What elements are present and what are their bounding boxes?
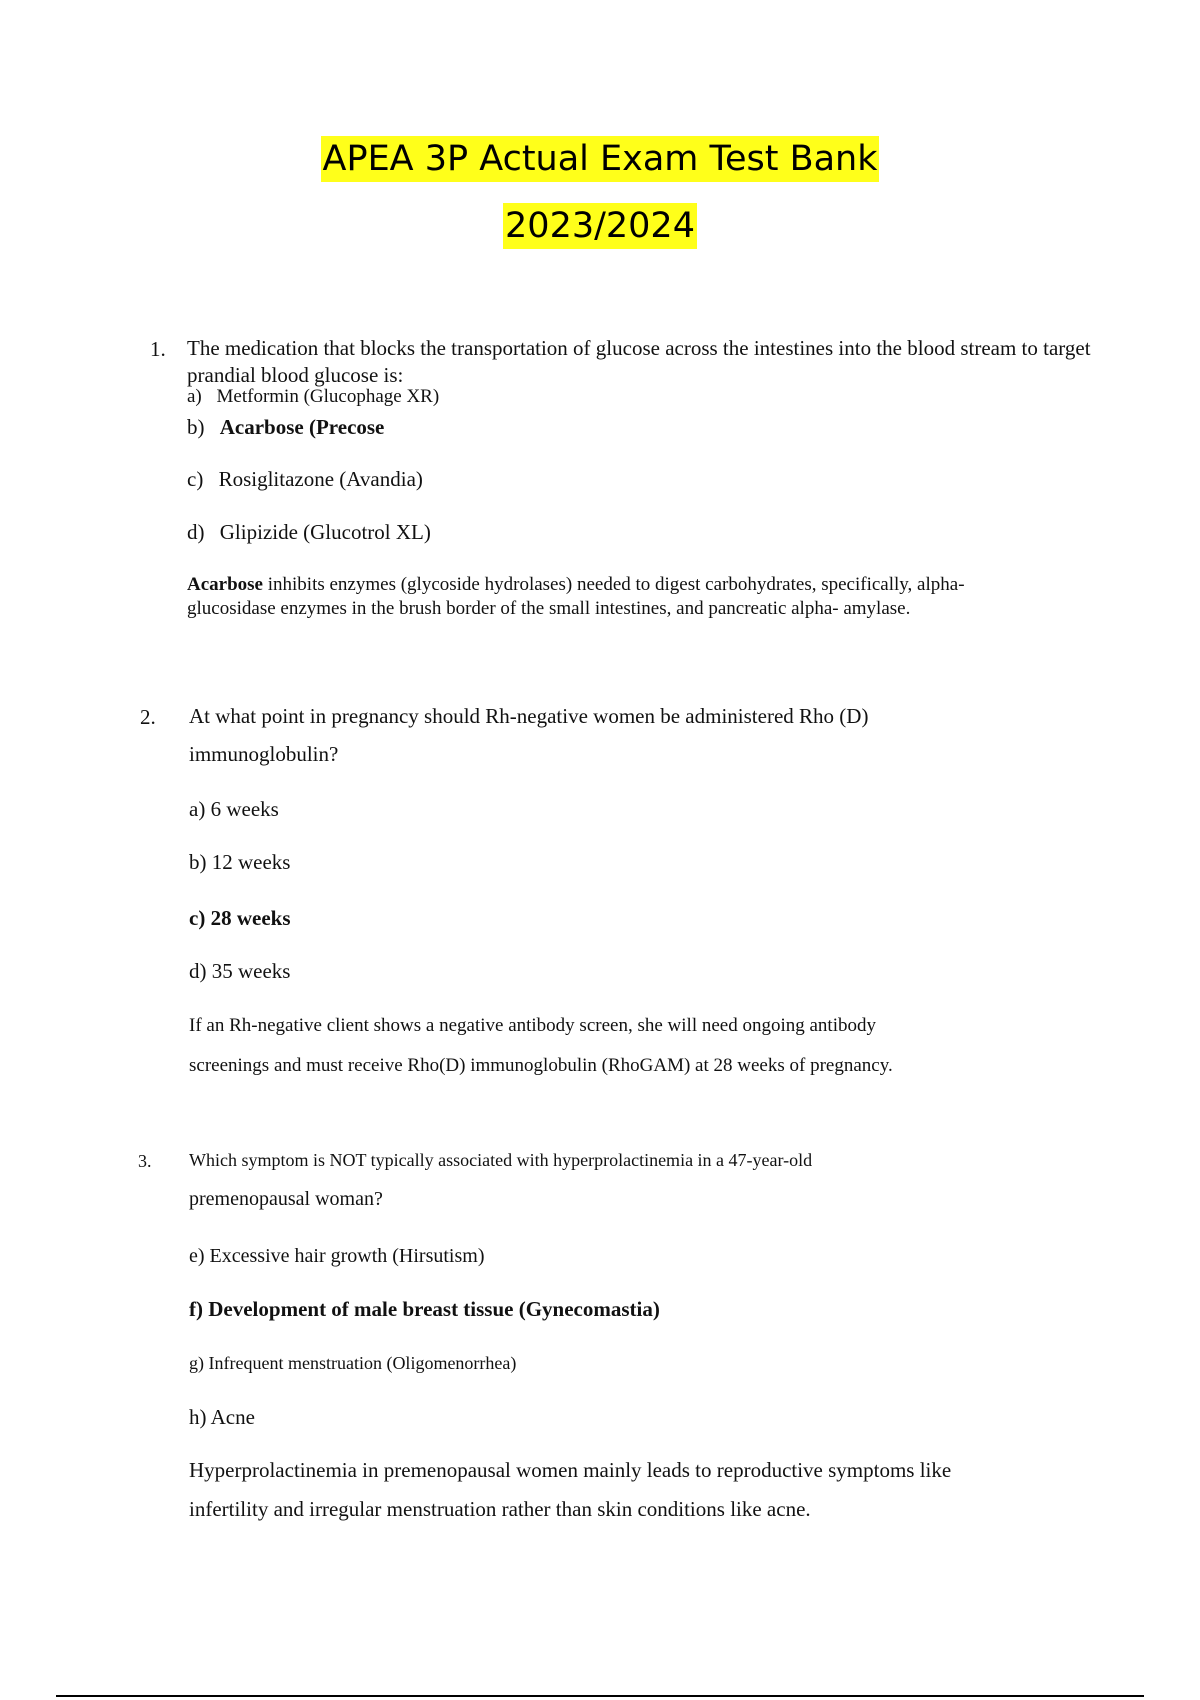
- document-year: 2023/2024: [503, 203, 697, 249]
- option-text: Excessive hair growth (Hirsutism): [209, 1245, 485, 1267]
- question-1-number: 1.: [150, 337, 166, 361]
- question-2-explanation-line2: screenings and must receive Rho(D) immunoglobulin (RhoGAM) at 28 weeks of pregnancy.: [189, 1055, 893, 1076]
- question-1-stem: The medication that blocks the transportation of glucose across the intestines into the blood stream to target prandial blood glucose is:: [187, 336, 1091, 387]
- option-label: a): [189, 797, 206, 821]
- option-text: 12 weeks: [211, 850, 291, 874]
- question-2-stem-line2: immunoglobulin?: [189, 742, 339, 766]
- option-label: e): [189, 1245, 205, 1267]
- option-text: 35 weeks: [211, 959, 291, 983]
- option-label: d): [189, 959, 207, 983]
- question-3-explanation-line2: infertility and irregular menstruation rather than skin conditions like acne.: [189, 1497, 811, 1521]
- question-3-stem-line1: Which symptom is NOT typically associated with hyperprolactinemia in a 47-year-old: [189, 1150, 813, 1170]
- question-3-stem-line2: premenopausal woman?: [189, 1188, 383, 1210]
- question-3-explanation-line1: Hyperprolactinemia in premenopausal women mainly leads to reproductive symptoms like: [189, 1458, 952, 1482]
- option-text: Infrequent menstruation (Oligomenorrhea): [208, 1353, 517, 1373]
- option-label: f): [189, 1297, 203, 1321]
- question-2-option-b: [189, 849, 290, 876]
- question-3-option-e: [189, 1244, 485, 1268]
- option-text: 6 weeks: [210, 797, 279, 821]
- question-3-option-g: [189, 1351, 516, 1375]
- question-2-number: 2.: [140, 705, 156, 729]
- title-row-2: [0, 203, 1200, 249]
- question-2-option-c: [189, 905, 291, 932]
- title-row-1: [0, 136, 1200, 182]
- option-text: Metformin (Glucophage XR): [216, 386, 440, 407]
- option-text: Glipizide (Glucotrol XL): [219, 520, 431, 544]
- option-label: c): [189, 906, 206, 930]
- question-3-option-f: [189, 1296, 660, 1323]
- question-1-option-c: [187, 466, 423, 493]
- option-label: h): [189, 1405, 207, 1429]
- question-2-option-a: [189, 796, 279, 823]
- option-label: a): [187, 386, 202, 407]
- question-2-explanation-line1: If an Rh-negative client shows a negative antibody screen, she will need ongoing antibody: [189, 1015, 876, 1036]
- option-label: d): [187, 520, 205, 544]
- correct-option-text: Development of male breast tissue (Gynecomastia): [208, 1297, 660, 1321]
- question-1-option-d: [187, 519, 431, 546]
- explanation-keyword: Acarbose: [187, 574, 263, 595]
- explanation-text: inhibits enzymes (glycoside hydrolases) needed to digest carbohydrates, specifically, alpha-glucosidase enzymes in the brush border of the small intestines, and pancreatic alpha- amylase.: [187, 574, 965, 619]
- question-2-stem-line1: At what point in pregnancy should Rh-negative women be administered Rho (D): [189, 704, 869, 728]
- option-label: c): [187, 467, 204, 491]
- question-1-explanation: [187, 573, 1017, 621]
- option-text: Rosiglitazone (Avandia): [218, 467, 423, 491]
- option-label: g): [189, 1353, 204, 1373]
- question-1-option-b: [187, 414, 384, 441]
- footer-rule: [56, 1695, 1144, 1697]
- question-3-option-h: [189, 1404, 255, 1431]
- question-1-option-a: [187, 387, 439, 407]
- option-label: b): [189, 850, 207, 874]
- option-label: b): [187, 415, 205, 439]
- question-2-option-d: [189, 958, 290, 985]
- document-title: APEA 3P Actual Exam Test Bank: [321, 136, 880, 182]
- correct-option-text: Acarbose (Precose: [219, 415, 385, 439]
- correct-option-text: 28 weeks: [210, 906, 291, 930]
- question-3-number: 3.: [138, 1151, 152, 1171]
- option-text: Acne: [210, 1405, 255, 1429]
